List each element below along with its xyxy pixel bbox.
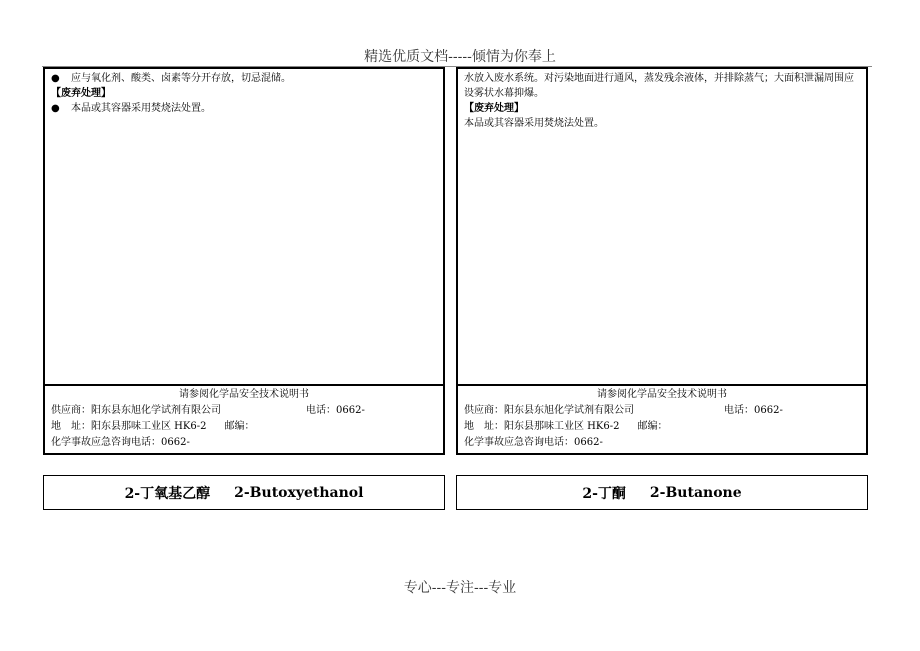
right-postcode: 邮编： — [637, 421, 668, 432]
right-disposal-text: 本品或其容器采用焚烧法处置。 — [464, 118, 604, 129]
left-storage-text: 应与氧化剂、酸类、卤素等分开存放，切忌混储。 — [71, 73, 291, 84]
left-label-card — [43, 67, 445, 455]
right-supplier: 供应商：阳东县东旭化学试剂有限公司 — [464, 405, 634, 416]
right-disposal-heading: 【废弃处理】 — [464, 103, 524, 114]
right-address-row — [464, 419, 860, 435]
left-card-footer — [45, 384, 443, 453]
right-footer-title: 请参阅化学品安全技术说明书 — [597, 389, 727, 400]
right-chemical-name-en: 2-Butanone — [649, 484, 742, 501]
left-chemical-name-en: 2-Butoxyethanol — [234, 484, 364, 501]
right-spill-text: 水放入废水系统。对污染地面进行通风，蒸发残余液体，并排除蒸气；大面积泄漏周围应设雾状水幕抑爆。 — [464, 73, 854, 99]
left-supplier: 供应商：阳东县东旭化学试剂有限公司 — [51, 405, 221, 416]
right-label-card — [456, 67, 868, 455]
left-chemical-name-label — [43, 475, 445, 510]
left-address: 地 址：阳东县那味工业区 HK6-2 — [51, 421, 207, 432]
right-chemical-name-label — [456, 475, 868, 510]
right-supplier-row — [464, 403, 860, 419]
left-storage-item — [51, 71, 437, 86]
left-disposal-text: 本品或其容器采用焚烧法处置。 — [71, 103, 211, 114]
bullet-icon: ● — [51, 73, 60, 84]
page-header-title: 精选优质文档-----倾情为你奉上 — [364, 49, 556, 65]
right-address: 地 址：阳东县那味工业区 HK6-2 — [464, 421, 620, 432]
right-card-footer — [458, 384, 866, 453]
left-chemical-name-cn: 2-丁氧基乙醇 — [124, 485, 211, 502]
page-footer-text: 专心---专注---专业 — [403, 580, 517, 596]
left-disposal-item — [51, 101, 437, 116]
left-phone: 电话：0662- — [306, 405, 365, 416]
bullet-icon: ● — [51, 103, 60, 114]
left-card-body — [51, 71, 437, 116]
left-supplier-row — [51, 403, 437, 419]
left-emergency-phone: 化学事故应急咨询电话：0662- — [51, 437, 190, 448]
left-footer-title: 请参阅化学品安全技术说明书 — [179, 389, 309, 400]
right-card-body — [464, 71, 860, 131]
left-disposal-heading: 【废弃处理】 — [51, 88, 111, 99]
left-postcode: 邮编： — [224, 421, 255, 432]
left-address-row — [51, 419, 437, 435]
right-chemical-name-cn: 2-丁酮 — [582, 485, 626, 502]
right-emergency-phone: 化学事故应急咨询电话：0662- — [464, 437, 603, 448]
right-phone: 电话：0662- — [724, 405, 783, 416]
